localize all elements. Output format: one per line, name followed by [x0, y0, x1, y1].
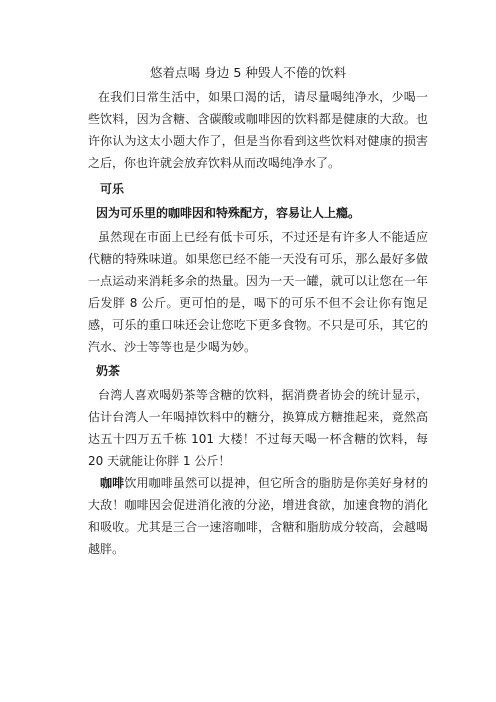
section-body-coffee	[88, 472, 428, 560]
section-subheading-cola: 因为可乐里的咖啡因和特殊配方，容易让人上瘾。	[96, 206, 361, 220]
section-heading-cola: 可乐	[100, 182, 125, 196]
coffee-body-text: 饮用咖啡虽然可以提神，但它所含的脂肪是你美好身材的大敌！咖啡因会促进消化液的分泌，增进食欲，加速食物的消化和吸收。尤其是三合一速溶咖啡，含糖和脂肪成分较高，会越喝越胖。	[88, 476, 428, 556]
section-heading-milk-tea: 奶茶	[96, 364, 121, 378]
intro-paragraph: 在我们日常生活中，如果口渴的话，请尽量喝纯净水，少喝一些饮料，因为含糖、含碳酸或咖啡因的饮料都是健康的大敌。也许你认为这太小题大作了，但是当你看到这些饮料对健康的损害之后，你也许就会放弃饮料从而改喝纯净水了。	[88, 90, 428, 170]
document-title: 悠着点喝 身边 5 种毁人不倦的饮料	[149, 65, 347, 80]
section-body-milk-tea: 台湾人喜欢喝奶茶等含糖的饮料，据消费者协会的统计显示，估计台湾人一年喝掉饮料中的糖分，换算成方糖推起来，竟然高达五十四万五千栋 101 大楼！不过每天喝一杯含糖的饮料，每 20 天就能让你胖 1 公斤！	[88, 388, 428, 468]
coffee-lead-word: 咖啡	[100, 476, 125, 490]
section-body-cola: 虽然现在市面上已经有低卡可乐，不过还是有许多人不能适应代糖的特殊味道。如果您已经不能一天没有可乐，那么最好多做一点运动来消耗多余的热量。因为一天一罐，就可以让您在一年后发胖 8 公斤。更可怕的是，喝下的可乐不但不会让你有饱足感，可乐的重口味还会让您吃下更多食物。不只是可乐，其它的汽水、沙士等等也是少喝为妙。	[88, 230, 428, 354]
